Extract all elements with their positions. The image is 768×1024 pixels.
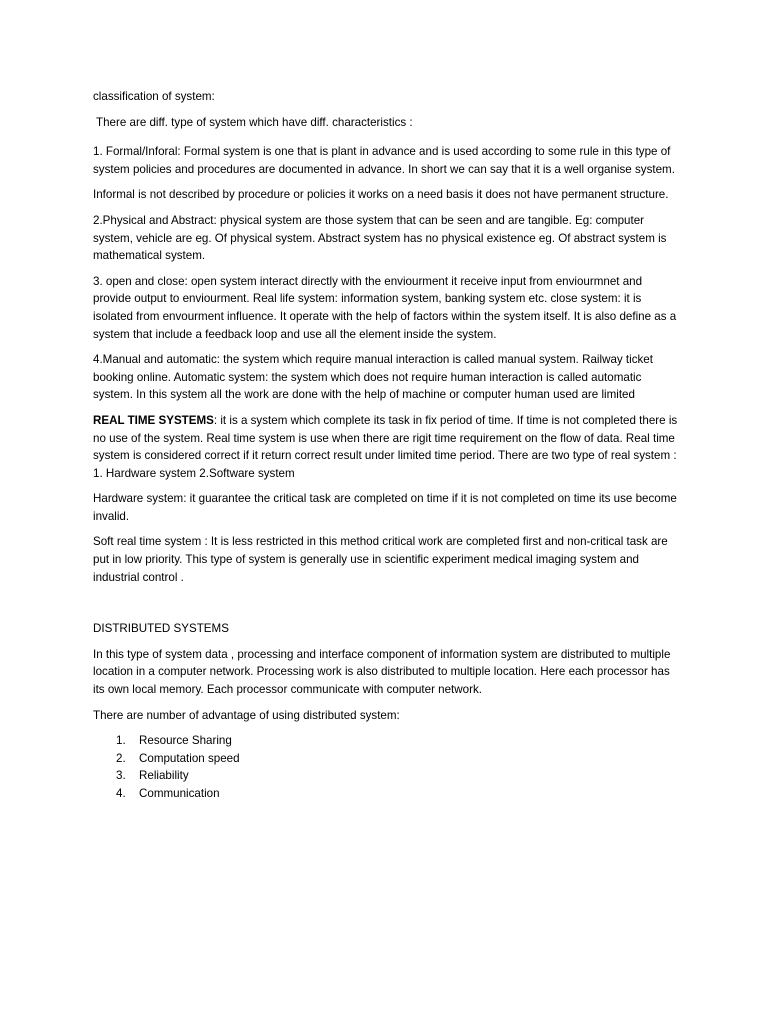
real-time-heading: REAL TIME SYSTEMS [93,413,214,427]
paragraph-informal: Informal is not described by procedure or policies it works on a need basis it does not have permanent structure. [93,188,669,202]
section-heading: classification of system: [93,90,215,103]
advantages-list [93,732,678,802]
intro-paragraph: There are diff. type of system which have diff. characteristics : [96,115,413,129]
list-item-label: Reliability [139,769,189,783]
paragraph-hardware-system: Hardware system: it guarantee the critical task are completed on time if it is not completed on time its use become invalid. [93,492,677,523]
spacer [93,594,678,620]
paragraph-distributed: In this type of system data , processing and interface component of information system are distributed to multiple location in a computer network. Processing work is also distributed to multiple location. Here each processor has its own local memory. Each processor communicate with computer network. [93,647,671,697]
paragraph-formal: 1. Formal/Inforal: Formal system is one that is plant in advance and is used according to some rule in this type of system policies and procedures are documented in advance. In short we can say that it is a well organise system. [93,145,675,176]
list-item-label: Computation speed [139,751,240,765]
paragraph-real-time [93,412,678,482]
list-number: 3. [116,769,126,783]
list-item [93,767,678,785]
list-number: 2. [116,751,126,765]
list-number: 1. [116,734,126,748]
list-item [93,785,678,803]
paragraph-manual-automatic: 4.Manual and automatic: the system which require manual interaction is called manual system. Railway ticket booking online. Automatic system: the system which does not require human interaction is called automatic system. In this system all the work are done with the help of machine or computer human used are limited [93,353,653,402]
list-item [93,750,678,768]
paragraph-open-close: 3. open and close: open system interact directly with the enviourment it receive input from enviourmnet and provide output to enviourment. Real life system: information system, banking system etc. close system: it is isolated from envourment influence. It operate with the help of factors within the system itself. It is also define as a system that include a feedback loop and use all the element inside the system. [93,274,677,341]
paragraph-soft-real-time: Soft real time system : It is less restricted in this method critical work are completed first and non-critical task are put in low priority. This type of system is generally use in scientific experiment medical imaging system and industrial control . [93,535,668,584]
paragraph-advantages-intro: There are number of advantage of using distributed system: [93,708,400,722]
list-number: 4. [116,787,126,800]
list-item [93,732,678,750]
paragraph-physical-abstract: 2.Physical and Abstract: physical system are those system that can be seen and are tangible. Eg: computer system, vehicle are eg. Of physical system. Abstract system has no physical existence eg. Of abstract system is mathematical system. [93,213,667,263]
real-time-text: : it is a system which complete its task in fix period of time. If time is not completed there is no use of the system. Real time system is use when there are rigit time requirement on the flow of data. Real time system is considered correct if it return correct result under limited time period. There are two type of real system : 1. Hardware system 2.Software system [93,413,678,480]
distributed-heading: DISTRIBUTED SYSTEMS [93,622,229,636]
list-item-label: Resource Sharing [139,734,232,748]
list-item-label: Communication [139,787,220,800]
